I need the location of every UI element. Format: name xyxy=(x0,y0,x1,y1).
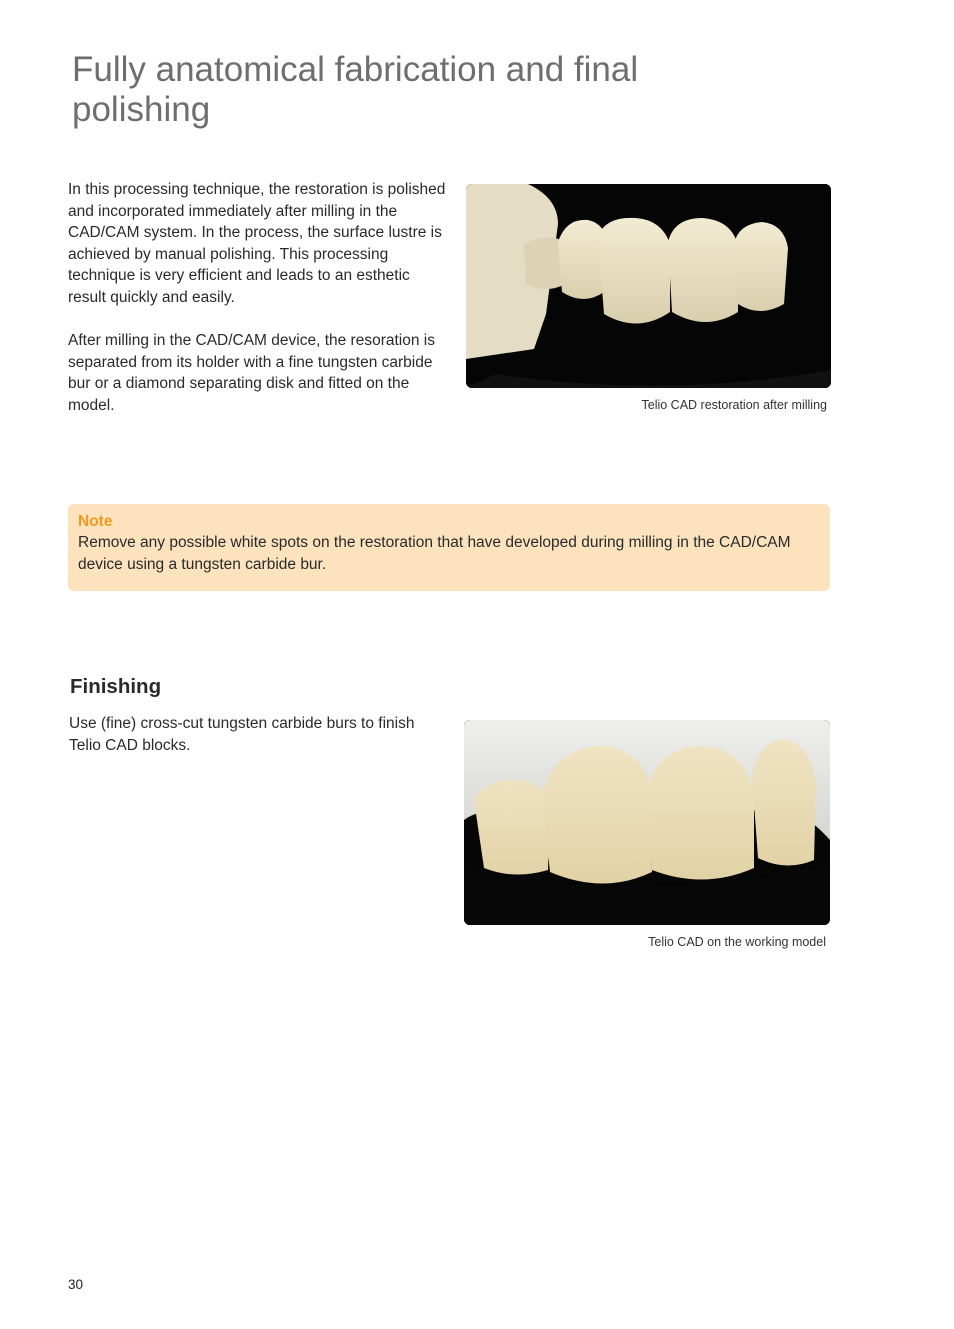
figure-caption: Telio CAD on the working model xyxy=(648,935,826,949)
figure-caption: Telio CAD restoration after milling xyxy=(641,398,827,412)
note-text: Remove any possible white spots on the restoration that have developed during milling in the CAD/CAM device using a tungsten carbide bur. xyxy=(78,534,791,573)
milled-restoration-photo xyxy=(466,184,831,388)
intro-text xyxy=(68,179,448,417)
page-number: 30 xyxy=(68,1277,84,1292)
intro-paragraph: In this processing technique, the restoration is polished and incorporated immediately after milling in the CAD/CAM system. In the process, the surface lustre is achieved by manual polishing. This processing technique is very efficient and leads to an esthetic result quickly and easily. xyxy=(68,181,446,306)
note-box xyxy=(68,504,830,591)
finishing-text xyxy=(69,713,449,756)
page-title: Fully anatomical fabrication and final polishing xyxy=(72,50,639,129)
intro-paragraph: After milling in the CAD/CAM device, the resoration is separated from its holder with a fine tungsten carbide bur or a diamond separating disk and fitted on the model. xyxy=(68,332,435,414)
note-label: Note xyxy=(78,513,113,530)
section-heading: Finishing xyxy=(70,675,162,698)
finishing-paragraph: Use (fine) cross-cut tungsten carbide burs to finish Telio CAD blocks. xyxy=(69,715,415,754)
working-model-photo xyxy=(464,720,830,925)
